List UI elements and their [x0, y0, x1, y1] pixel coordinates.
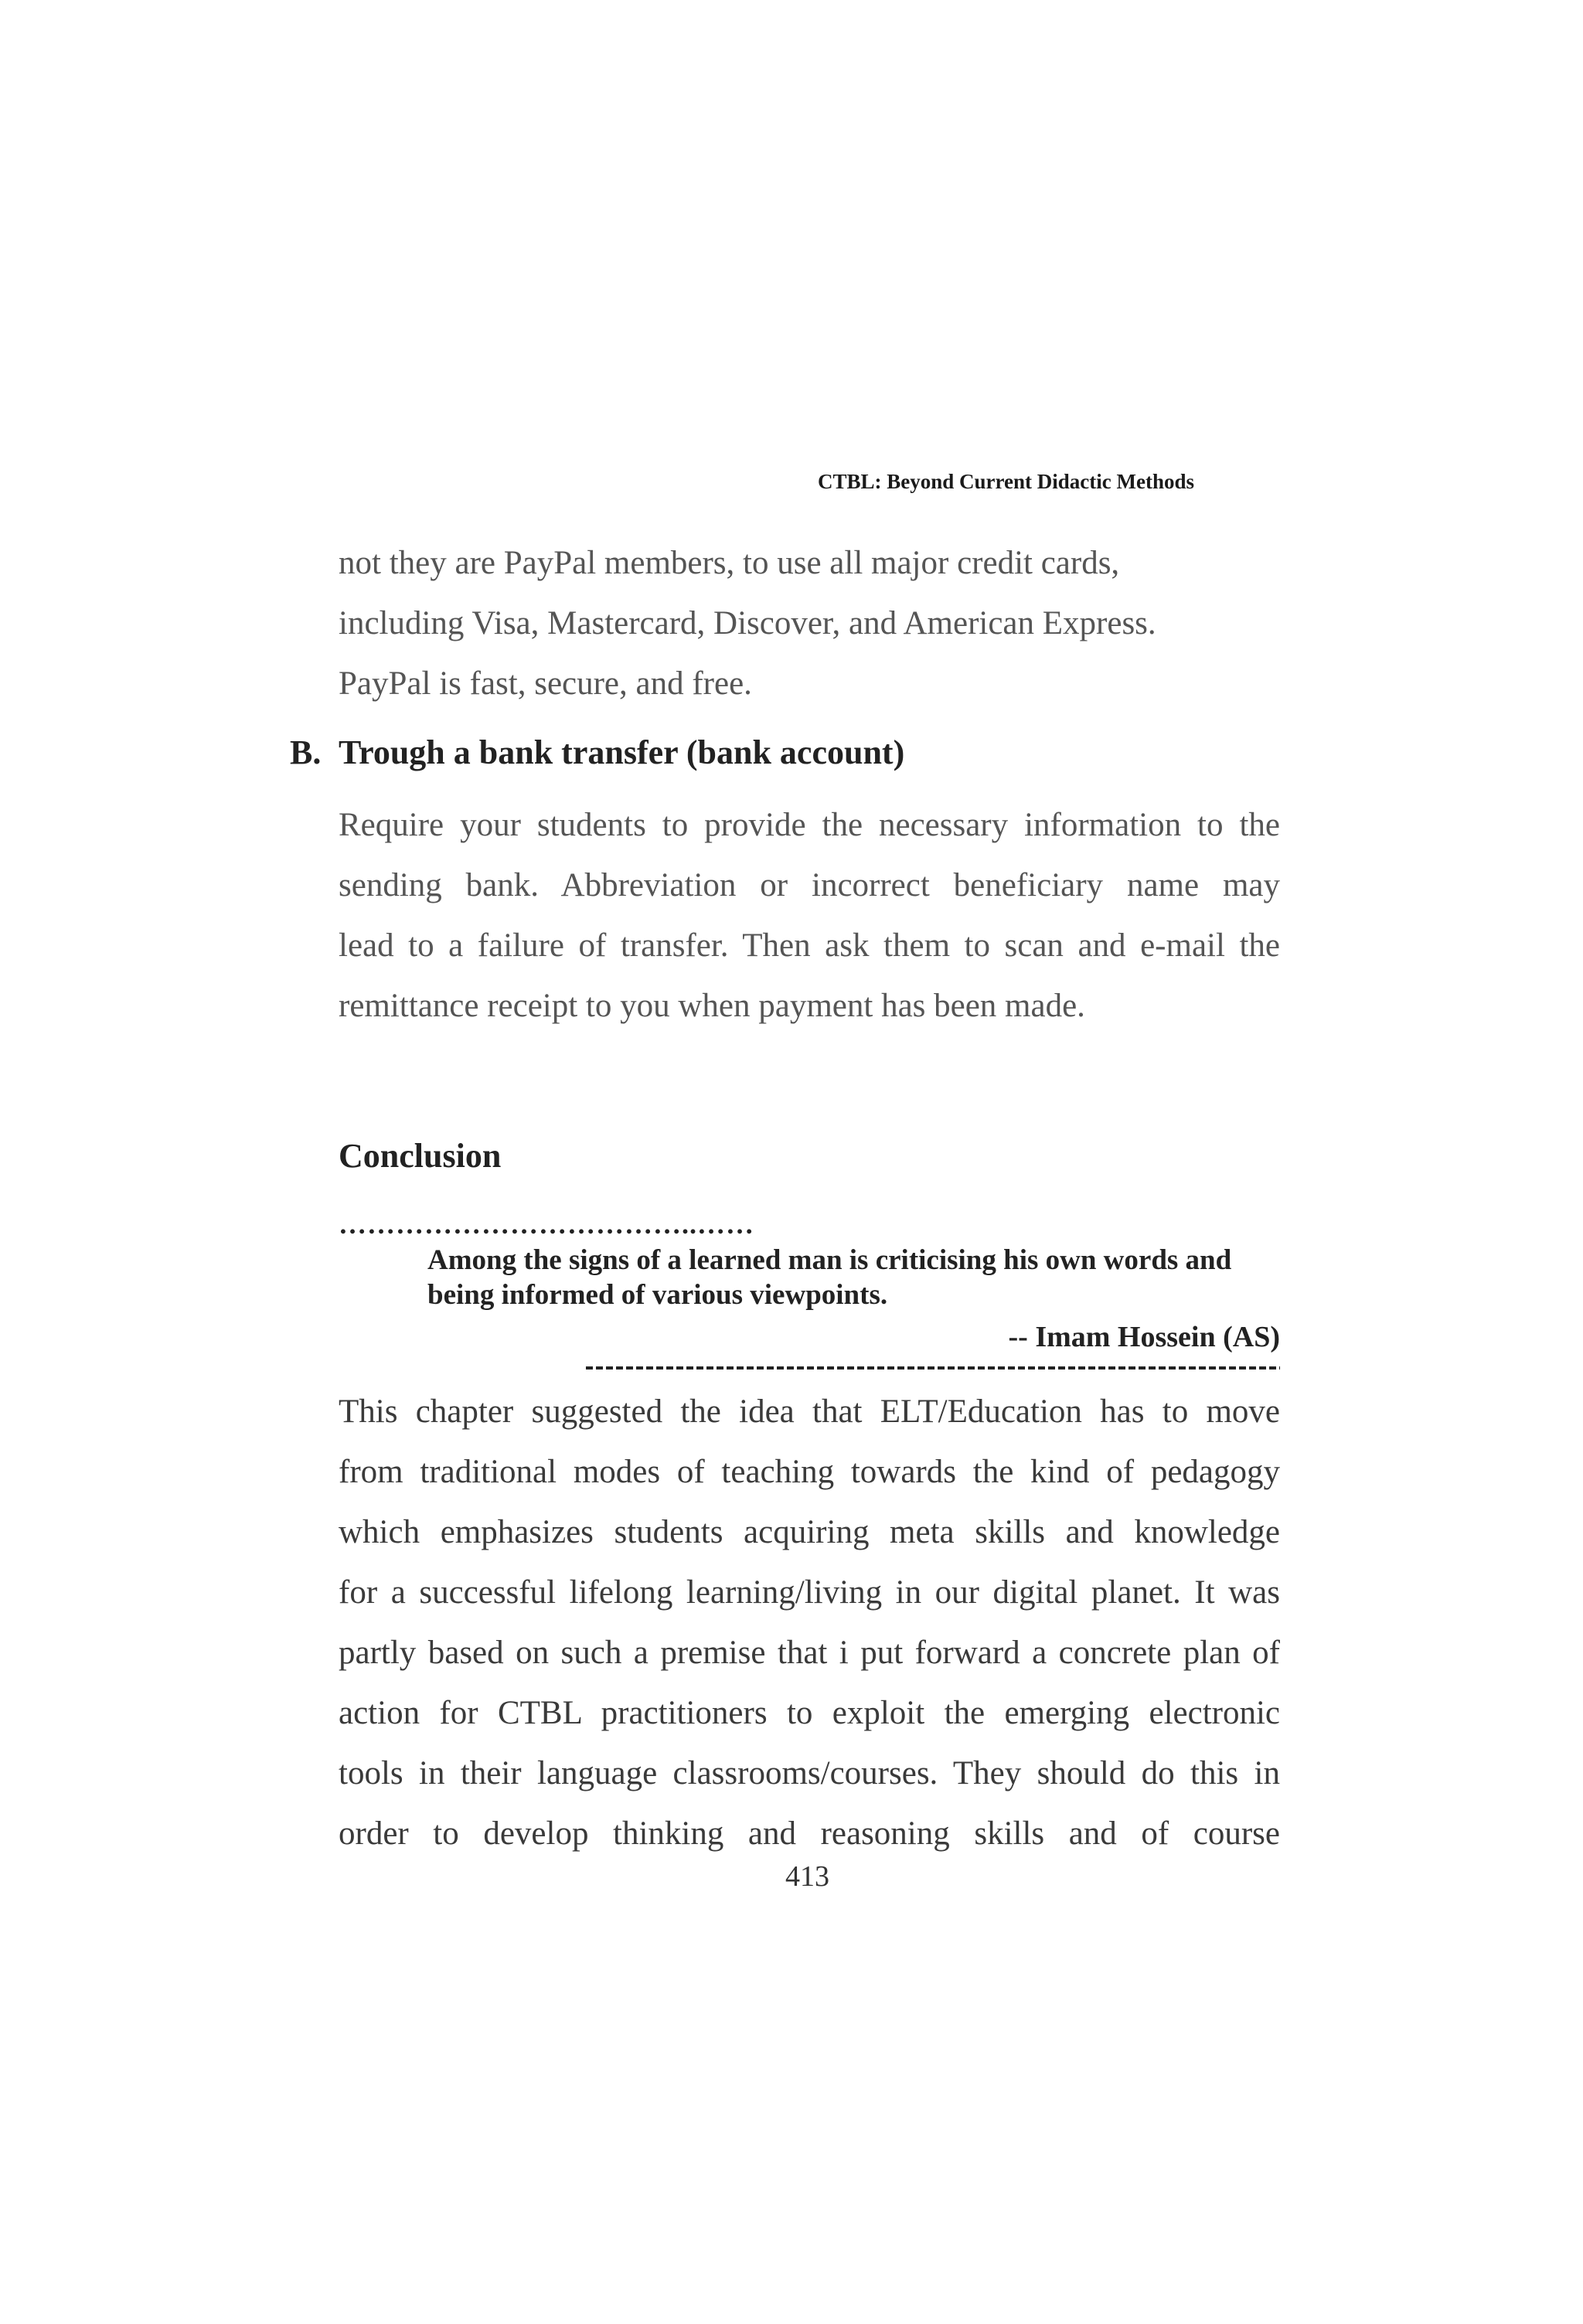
- paragraph-line: from traditional modes of teaching towards the kind of pedagogy: [339, 1454, 1280, 1490]
- paragraph-line: for a successful lifelong learning/living in our digital planet. It was: [339, 1574, 1280, 1611]
- paragraph-line: PayPal is fast, secure, and free.: [339, 665, 752, 702]
- epigraph-quote: Among the signs of a learned man is criticising his own words and being informed of various viewpoints.: [427, 1244, 1232, 1311]
- quote-attribution: -- Imam Hossein (AS): [1008, 1321, 1280, 1353]
- paragraph-line: partly based on such a premise that i put forward a concrete plan of: [339, 1635, 1280, 1671]
- paragraph-line: tools in their language classrooms/courses. They should do this in: [339, 1755, 1280, 1791]
- section-letter: B.: [290, 733, 322, 771]
- section-b-heading: [290, 733, 904, 772]
- paragraph-line: action for CTBL practitioners to exploit the emerging electronic: [339, 1695, 1280, 1731]
- paragraph-line: sending bank. Abbreviation or incorrect beneficiary name may: [339, 867, 1280, 903]
- conclusion-paragraph: [339, 1382, 1280, 1864]
- dashed-divider: [586, 1360, 1280, 1376]
- running-header: CTBL: Beyond Current Didactic Methods: [818, 470, 1195, 493]
- paragraph-line: remittance receipt to you when payment has been made.: [339, 988, 1085, 1024]
- paypal-paragraph: [339, 533, 1280, 714]
- paragraph-line: not they are PayPal members, to use all major credit cards,: [339, 545, 1120, 581]
- page-number: 413: [785, 1860, 829, 1893]
- paragraph-line: This chapter suggested the idea that ELT/Education has to move: [339, 1393, 1280, 1430]
- paragraph-line: including Visa, Mastercard, Discover, and American Express.: [339, 605, 1156, 641]
- ellipsis-dots: ………………………………..……: [339, 1209, 754, 1240]
- paragraph-line: lead to a failure of transfer. Then ask them to scan and e-mail the: [339, 927, 1280, 964]
- conclusion-heading: Conclusion: [339, 1137, 502, 1175]
- section-title: Trough a bank transfer (bank account): [339, 733, 905, 771]
- bank-transfer-paragraph: [339, 795, 1280, 1036]
- paragraph-line: which emphasizes students acquiring meta skills and knowledge: [339, 1514, 1280, 1550]
- paragraph-line: order to develop thinking and reasoning skills and of course: [339, 1815, 1280, 1852]
- paragraph-line: Require your students to provide the necessary information to the: [339, 807, 1280, 843]
